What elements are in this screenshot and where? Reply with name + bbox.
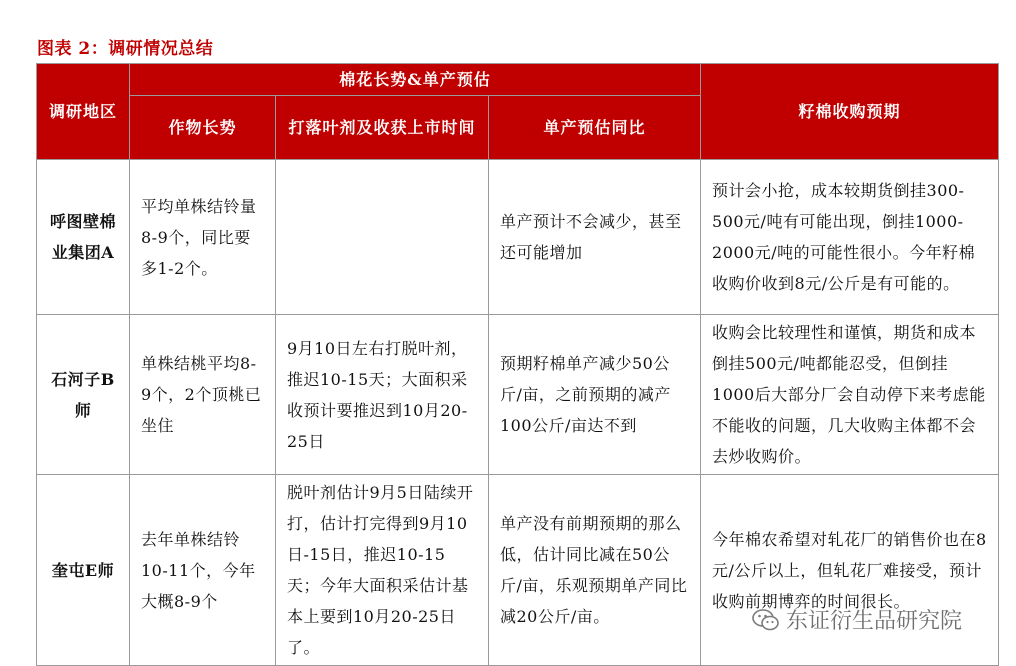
header-crop-growth: 作物长势 [130, 96, 276, 160]
watermark-text: 东证衍生品研究院 [786, 609, 963, 634]
purchase-cell: 收购会比较理性和谨慎，期货和成本倒挂500元/吨都能忍受，但倒挂1000后大部分厂会自动停下来考虑能不能收的问题，几大收购主体都不会去炒收购价。 [701, 315, 999, 475]
header-growth-yield-group: 棉花长势&单产预估 [130, 64, 701, 96]
table-row [37, 475, 999, 666]
region-cell: 奎屯E师 [37, 475, 130, 666]
table-row [37, 315, 999, 475]
growth-cell: 去年单株结铃10-11个，今年大概8-9个 [130, 475, 276, 666]
watermark [752, 604, 962, 635]
figure-caption: 图表 2：调研情况总结 [37, 39, 214, 59]
growth-cell: 单株结桃平均8-9个，2个顶桃已坐住 [130, 315, 276, 475]
yield-cell: 单产没有前期预期的那么低，估计同比减在50公斤/亩，乐观预期单产同比减20公斤/亩。 [489, 475, 701, 666]
purchase-cell: 今年棉农希望对轧花厂的销售价也在8元/公斤以上，但轧花厂难接受，预计收购前期博弈的时间很长。 [701, 475, 999, 666]
purchase-cell: 预计会小抢，成本较期货倒挂300-500元/吨有可能出现，倒挂1000-2000元/吨的可能性很小。今年籽棉收购价收到8元/公斤是有可能的。 [701, 160, 999, 315]
header-yield-yoy: 单产预估同比 [489, 96, 701, 160]
region-cell: 石河子B师 [37, 315, 130, 475]
defoliant-cell: 9月10日左右打脱叶剂，推迟10-15天；大面积采收预计要推迟到10月20-25日 [276, 315, 489, 475]
survey-summary-table [36, 63, 999, 666]
table-row [37, 160, 999, 315]
growth-cell: 平均单株结铃量8-9个，同比要多1-2个。 [130, 160, 276, 315]
defoliant-cell: 脱叶剂估计9月5日陆续开打，估计打完得到9月10日-15日，推迟10-15天；今年大面积采估计基本上要到10月20-25日了。 [276, 475, 489, 666]
wechat-icon [752, 608, 780, 632]
yield-cell: 预期籽棉单产减少50公斤/亩，之前预期的减产100公斤/亩达不到 [489, 315, 701, 475]
region-cell: 呼图壁棉业集团A [37, 160, 130, 315]
header-defoliant-harvest-time: 打落叶剂及收获上市时间 [276, 96, 489, 160]
defoliant-cell [276, 160, 489, 315]
header-region: 调研地区 [37, 64, 130, 160]
header-purchase-expectation: 籽棉收购预期 [701, 64, 999, 160]
yield-cell: 单产预计不会减少，甚至还可能增加 [489, 160, 701, 315]
